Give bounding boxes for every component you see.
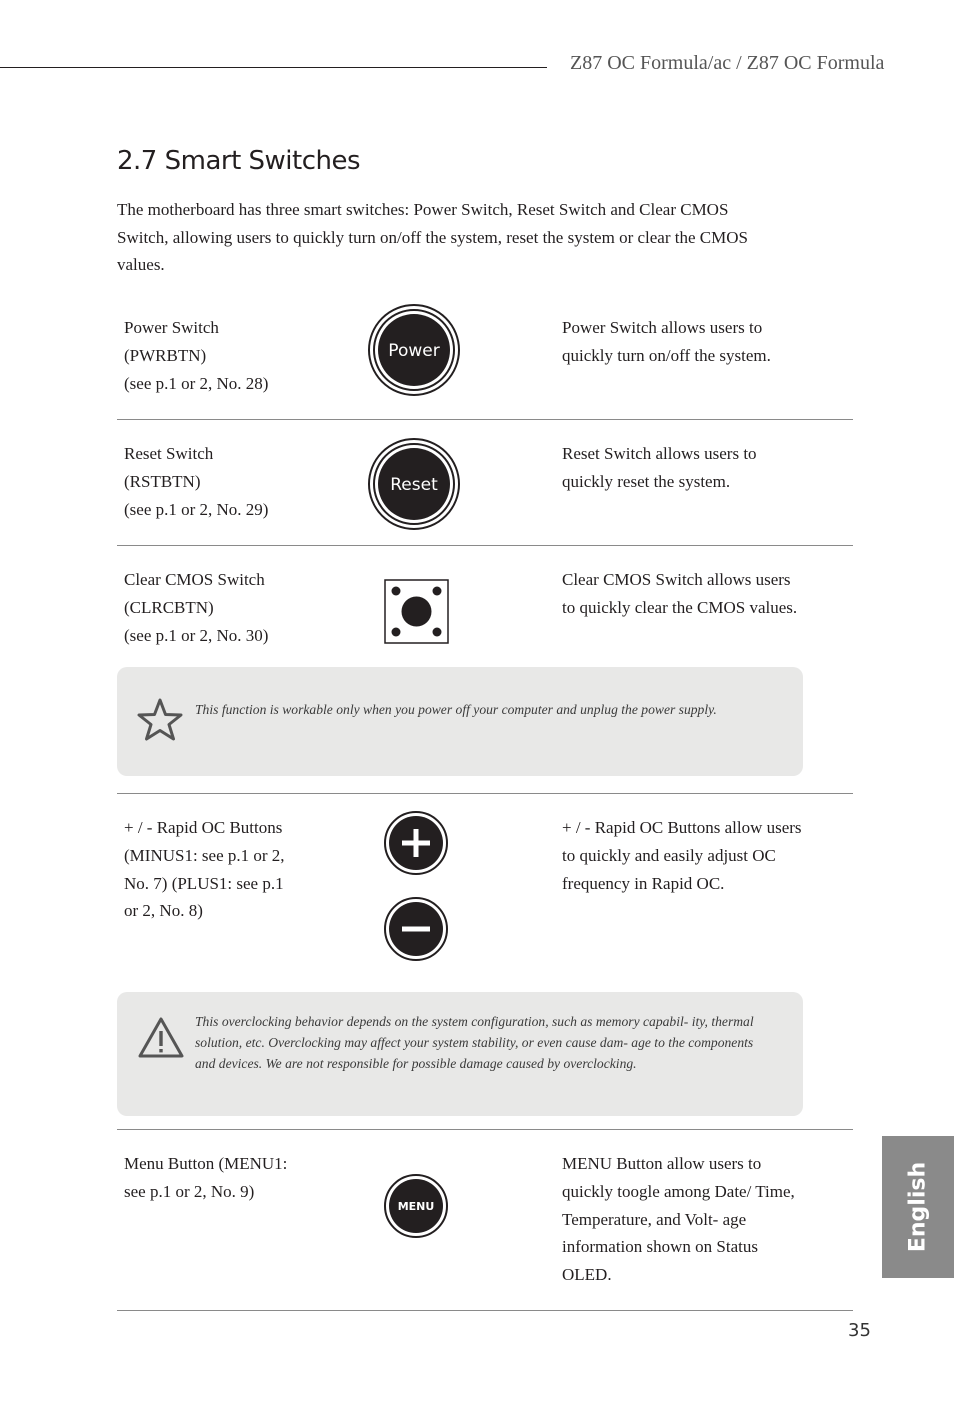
page-number: 35 <box>848 1320 871 1341</box>
star-icon <box>137 697 183 741</box>
row-divider <box>117 1310 853 1311</box>
cmos-switch-name <box>124 566 324 649</box>
row-divider <box>117 545 853 546</box>
reset-switch-code: (RSTBTN) <box>124 471 201 491</box>
plus-button-icon <box>383 810 449 876</box>
reset-button-label: Reset <box>390 475 438 495</box>
power-switch-code: (PWRBTN) <box>124 345 207 365</box>
minus-button-icon <box>383 896 449 962</box>
cmos-switch-code: (CLRCBTN) <box>124 597 214 617</box>
power-switch-name-line: Power Switch <box>124 318 219 337</box>
power-button-label: Power <box>388 341 440 361</box>
power-switch-desc: Power Switch allows users to quickly turn on/off the system. <box>562 318 771 365</box>
row-divider <box>117 793 853 794</box>
note-text-power-off: This function is workable only when you power off your computer and unplug the power supply. <box>195 702 717 717</box>
language-tab <box>882 1136 954 1278</box>
warning-icon <box>137 1016 185 1060</box>
header-title: Z87 OC Formula/ac / Z87 OC Formula <box>570 52 885 74</box>
header-rule <box>0 67 547 68</box>
menu-button-name: Menu Button (MENU1: see p.1 or 2, No. 9) <box>124 1154 288 1201</box>
reset-switch-desc: Reset Switch allows users to quickly reset the system. <box>562 444 757 491</box>
cmos-switch-desc: Clear CMOS Switch allows users to quickly clear the CMOS values. <box>562 570 798 617</box>
intro-paragraph: The motherboard has three smart switches: Power Switch, Reset Switch and Clear CMOS Switch, allowing users to quickly turn on/off the system, reset the system or clear the CMOS values. <box>117 200 748 274</box>
section-title: 2.7 Smart Switches <box>117 146 361 176</box>
reset-switch-name-line: Reset Switch <box>124 444 214 463</box>
rapid-oc-name: + / - Rapid OC Buttons (MINUS1: see p.1 or 2, No. 7) (PLUS1: see p.1 or 2, No. 8) <box>124 818 285 921</box>
row-divider <box>117 1129 853 1130</box>
clear-cmos-switch-icon <box>384 579 450 645</box>
menu-button-label: MENU <box>397 1200 435 1213</box>
menu-button-desc: MENU Button allow users to quickly toogle among Date/ Time, Temperature, and Volt- age information shown on Status OLED. <box>562 1154 795 1285</box>
note-box-overclock <box>117 992 803 1116</box>
cmos-switch-name-line: Clear CMOS Switch <box>124 570 265 589</box>
power-button-icon <box>366 302 462 398</box>
cmos-switch-ref: (see p.1 or 2, No. 30) <box>124 625 269 645</box>
note-text-overclock: This overclocking behavior depends on the system configuration, such as memory capabil- ity, thermal solution, etc. Overclocking may affect your system stability, or even cause dam- age to the components and devices. We are not responsible for possible damage caused by overclocking. <box>195 1014 754 1071</box>
menu-button-icon <box>383 1173 449 1239</box>
language-tab-label: English <box>905 1161 931 1253</box>
power-switch-name <box>124 314 324 397</box>
reset-switch-ref: (see p.1 or 2, No. 29) <box>124 499 269 519</box>
power-switch-ref: (see p.1 or 2, No. 28) <box>124 373 269 393</box>
reset-button-icon <box>366 436 462 532</box>
row-divider <box>117 419 853 420</box>
rapid-oc-desc: + / - Rapid OC Buttons allow users to quickly and easily adjust OC frequency in Rapid OC. <box>562 818 802 893</box>
reset-switch-name <box>124 440 324 523</box>
note-box-power-off <box>117 667 803 776</box>
